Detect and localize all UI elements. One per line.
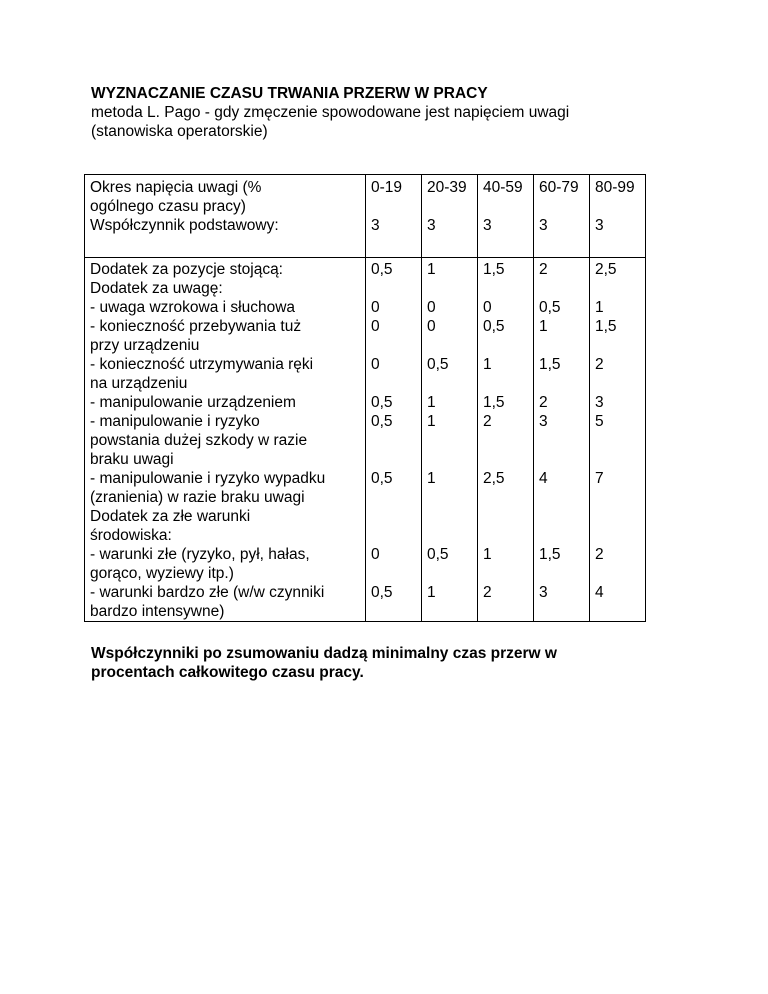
row-value: 0 bbox=[427, 299, 436, 316]
header-label-line: Współczynnik podstawowy: bbox=[90, 217, 279, 234]
row-value bbox=[371, 336, 417, 355]
footer-line: procentach całkowitego czasu pracy. bbox=[91, 664, 364, 681]
row-value bbox=[427, 450, 473, 469]
row-value bbox=[427, 507, 473, 526]
row-label-line: środowiska: bbox=[90, 527, 172, 544]
document-subtitle-line2: (stanowiska operatorskie) bbox=[91, 123, 268, 140]
row-value: 0 bbox=[371, 356, 380, 373]
range-label: 0-19 bbox=[371, 179, 403, 196]
row-value bbox=[483, 431, 529, 450]
row-label-line: na urządzeniu bbox=[90, 375, 188, 392]
row-value bbox=[595, 279, 641, 298]
base-value: 3 bbox=[483, 217, 492, 234]
row-value bbox=[595, 602, 641, 621]
row-value: 0,5 bbox=[371, 584, 393, 601]
row-label-line: gorąco, wyziewy itp.) bbox=[90, 565, 234, 582]
footer-note bbox=[91, 644, 691, 682]
row-value bbox=[371, 431, 417, 450]
row-value bbox=[539, 374, 585, 393]
row-value bbox=[427, 488, 473, 507]
row-value bbox=[595, 374, 641, 393]
row-value bbox=[427, 564, 473, 583]
row-value: 0,5 bbox=[371, 470, 393, 487]
header-label-line: ogólnego czasu pracy) bbox=[90, 198, 246, 215]
row-value: 0,5 bbox=[371, 261, 393, 278]
row-value: 5 bbox=[595, 413, 604, 430]
row-value: 1 bbox=[595, 299, 604, 316]
row-value bbox=[539, 507, 585, 526]
row-value: 0,5 bbox=[539, 299, 561, 316]
row-label-line: - warunki złe (ryzyko, pył, hałas, bbox=[90, 546, 310, 563]
document-title: WYZNACZANIE CZASU TRWANIA PRZERW W PRACY bbox=[91, 85, 488, 102]
row-label-line: Dodatek za złe warunki bbox=[90, 508, 251, 525]
row-value bbox=[595, 564, 641, 583]
row-value bbox=[427, 336, 473, 355]
row-value bbox=[371, 279, 417, 298]
row-value bbox=[539, 526, 585, 545]
document-subtitle-line1: metoda L. Pago - gdy zmęczenie spowodowane jest napięciem uwagi bbox=[91, 104, 570, 121]
base-value: 3 bbox=[427, 217, 436, 234]
row-value: 1 bbox=[427, 584, 436, 601]
row-value bbox=[483, 450, 529, 469]
row-value bbox=[595, 431, 641, 450]
row-label-line: - konieczność przebywania tuż bbox=[90, 318, 302, 335]
row-value bbox=[595, 507, 641, 526]
row-value: 0,5 bbox=[427, 546, 449, 563]
row-value bbox=[371, 526, 417, 545]
row-value: 0,5 bbox=[427, 356, 449, 373]
row-value bbox=[371, 488, 417, 507]
range-cell bbox=[590, 175, 646, 258]
row-value bbox=[539, 564, 585, 583]
row-value bbox=[371, 450, 417, 469]
row-value bbox=[371, 507, 417, 526]
range-label: 60-79 bbox=[539, 179, 579, 196]
row-value: 2 bbox=[539, 261, 548, 278]
row-value: 1 bbox=[427, 470, 436, 487]
row-value: 1 bbox=[483, 546, 492, 563]
row-value: 0,5 bbox=[483, 318, 505, 335]
table-header-row bbox=[85, 175, 646, 258]
row-value: 1,5 bbox=[595, 318, 617, 335]
break-coefficients-table bbox=[84, 174, 646, 622]
row-value bbox=[595, 336, 641, 355]
row-value bbox=[539, 450, 585, 469]
row-value: 1 bbox=[539, 318, 548, 335]
row-value bbox=[595, 526, 641, 545]
document-heading bbox=[91, 84, 691, 141]
row-value bbox=[483, 279, 529, 298]
row-value: 2 bbox=[483, 413, 492, 430]
body-label-cell bbox=[85, 258, 366, 622]
header-label-line: Okres napięcia uwagi (% bbox=[90, 179, 262, 196]
row-value bbox=[539, 279, 585, 298]
range-cell bbox=[478, 175, 534, 258]
row-value bbox=[539, 336, 585, 355]
row-label-line: powstania dużej szkody w razie bbox=[90, 432, 308, 449]
range-cell bbox=[366, 175, 422, 258]
footer-line: Współczynniki po zsumowaniu dadzą minimalny czas przerw w bbox=[91, 645, 557, 662]
row-value bbox=[483, 374, 529, 393]
row-value bbox=[483, 526, 529, 545]
row-value bbox=[427, 431, 473, 450]
base-value: 3 bbox=[539, 217, 548, 234]
row-value: 1 bbox=[427, 394, 436, 411]
row-value bbox=[483, 336, 529, 355]
row-label-line: - warunki bardzo złe (w/w czynniki bbox=[90, 584, 325, 601]
row-value: 0 bbox=[483, 299, 492, 316]
range-label: 80-99 bbox=[595, 179, 635, 196]
row-value bbox=[371, 374, 417, 393]
row-value: 1,5 bbox=[483, 261, 505, 278]
row-value: 0 bbox=[371, 299, 380, 316]
row-label-line: - uwaga wzrokowa i słuchowa bbox=[90, 299, 296, 316]
row-value bbox=[483, 507, 529, 526]
row-value: 0 bbox=[371, 318, 380, 335]
row-value bbox=[483, 564, 529, 583]
row-value: 0 bbox=[427, 318, 436, 335]
row-label-line: - manipulowanie i ryzyko bbox=[90, 413, 260, 430]
range-label: 20-39 bbox=[427, 179, 467, 196]
range-cell bbox=[422, 175, 478, 258]
row-value bbox=[483, 602, 529, 621]
row-label-line: (zranienia) w razie braku uwagi bbox=[90, 489, 305, 506]
base-value: 3 bbox=[595, 217, 604, 234]
row-label-line: - konieczność utrzymywania ręki bbox=[90, 356, 314, 373]
range-label: 40-59 bbox=[483, 179, 523, 196]
row-value: 1,5 bbox=[483, 394, 505, 411]
body-value-cell bbox=[478, 258, 534, 622]
row-value: 0,5 bbox=[371, 413, 393, 430]
row-value: 2 bbox=[595, 546, 604, 563]
row-value: 1,5 bbox=[539, 356, 561, 373]
row-value bbox=[371, 564, 417, 583]
row-label-line: Dodatek za pozycje stojącą: bbox=[90, 261, 283, 278]
row-value: 3 bbox=[539, 584, 548, 601]
row-value: 2,5 bbox=[595, 261, 617, 278]
row-value: 1 bbox=[427, 413, 436, 430]
row-value bbox=[539, 602, 585, 621]
range-cell bbox=[534, 175, 590, 258]
row-value: 0 bbox=[371, 546, 380, 563]
row-value bbox=[539, 431, 585, 450]
table-body-row bbox=[85, 258, 646, 622]
row-label-line: braku uwagi bbox=[90, 451, 174, 468]
row-value: 7 bbox=[595, 470, 604, 487]
body-value-cell bbox=[534, 258, 590, 622]
row-label-line: bardzo intensywne) bbox=[90, 603, 225, 620]
row-value bbox=[427, 374, 473, 393]
row-value: 2 bbox=[539, 394, 548, 411]
row-value: 3 bbox=[595, 394, 604, 411]
row-value: 2 bbox=[595, 356, 604, 373]
row-value: 1 bbox=[483, 356, 492, 373]
row-value bbox=[539, 488, 585, 507]
row-value: 1 bbox=[427, 261, 436, 278]
row-value: 2,5 bbox=[483, 470, 505, 487]
row-label-line: - manipulowanie i ryzyko wypadku bbox=[90, 470, 326, 487]
header-label-cell bbox=[85, 175, 366, 258]
row-value bbox=[371, 602, 417, 621]
row-value bbox=[595, 450, 641, 469]
row-value bbox=[427, 279, 473, 298]
row-value: 2 bbox=[483, 584, 492, 601]
row-value: 1,5 bbox=[539, 546, 561, 563]
row-label-line: - manipulowanie urządzeniem bbox=[90, 394, 296, 411]
row-label-line: Dodatek za uwagę: bbox=[90, 280, 223, 297]
row-value bbox=[427, 602, 473, 621]
body-value-cell bbox=[590, 258, 646, 622]
body-value-cell bbox=[366, 258, 422, 622]
row-value: 0,5 bbox=[371, 394, 393, 411]
row-value bbox=[483, 488, 529, 507]
row-value bbox=[595, 488, 641, 507]
row-value bbox=[427, 526, 473, 545]
row-value: 4 bbox=[595, 584, 604, 601]
row-value: 3 bbox=[539, 413, 548, 430]
base-value: 3 bbox=[371, 217, 380, 234]
row-value: 4 bbox=[539, 470, 548, 487]
row-label-line: przy urządzeniu bbox=[90, 337, 200, 354]
body-value-cell bbox=[422, 258, 478, 622]
